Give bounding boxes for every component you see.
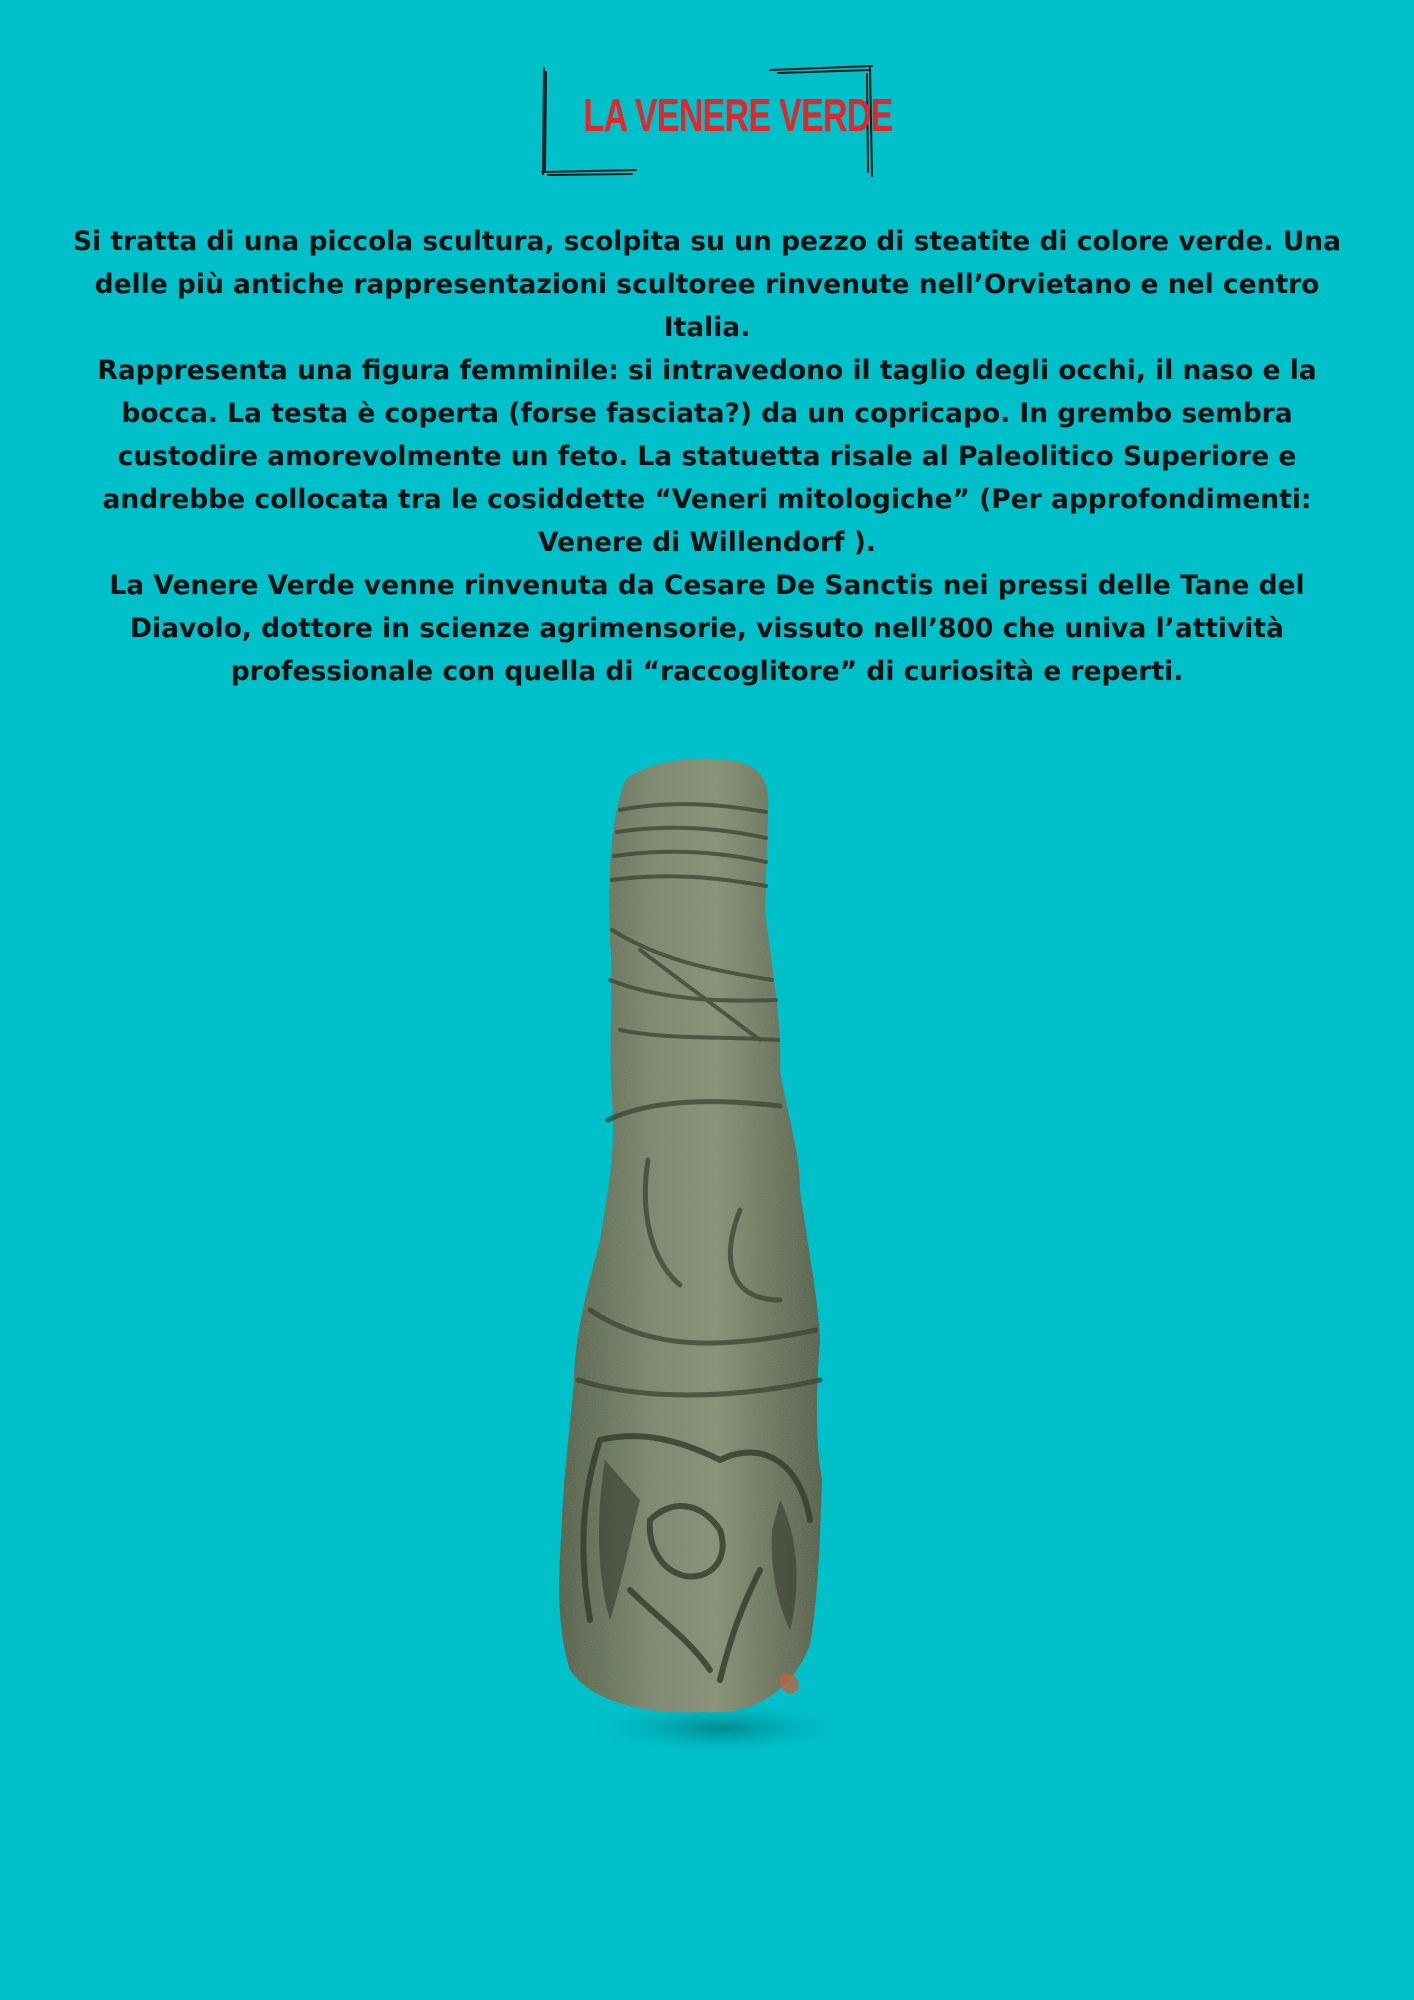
description (70, 220, 1344, 693)
statue-photo (480, 740, 940, 1780)
paragraph-3: La Venere Verde venne rinvenuta da Cesare De Sanctis nei pressi delle Tane del Diavolo, dottore in scienze agrimensorie, vissuto nell’800 che univa l’attività professionale con quella di “raccoglitore” di curiosità e reperti. (109, 570, 1305, 687)
statue-image (480, 740, 940, 1780)
title-block (540, 64, 893, 178)
page-title: LA VENERE VERDE (583, 89, 893, 141)
paragraph-1: Si tratta di una piccola scultura, scolpita su un pezzo di steatite di colore verde. Una delle più antiche rappresentazioni scultoree rinvenute nell’Orvietano e nel centro Italia. (72, 226, 1342, 343)
paragraph-2: Rappresenta una figura femminile: si intravedono il taglio degli occhi, il naso e la bocca. La testa è coperta (forse fasciata?) da un copricapo. In grembo sembra custodire amorevolmente un feto. La statuetta risale al Paleolitico Superiore e andrebbe collocata tra le cosiddette “Veneri mitologiche” (Per approfondimenti: Venere di Willendorf ). (97, 355, 1317, 558)
